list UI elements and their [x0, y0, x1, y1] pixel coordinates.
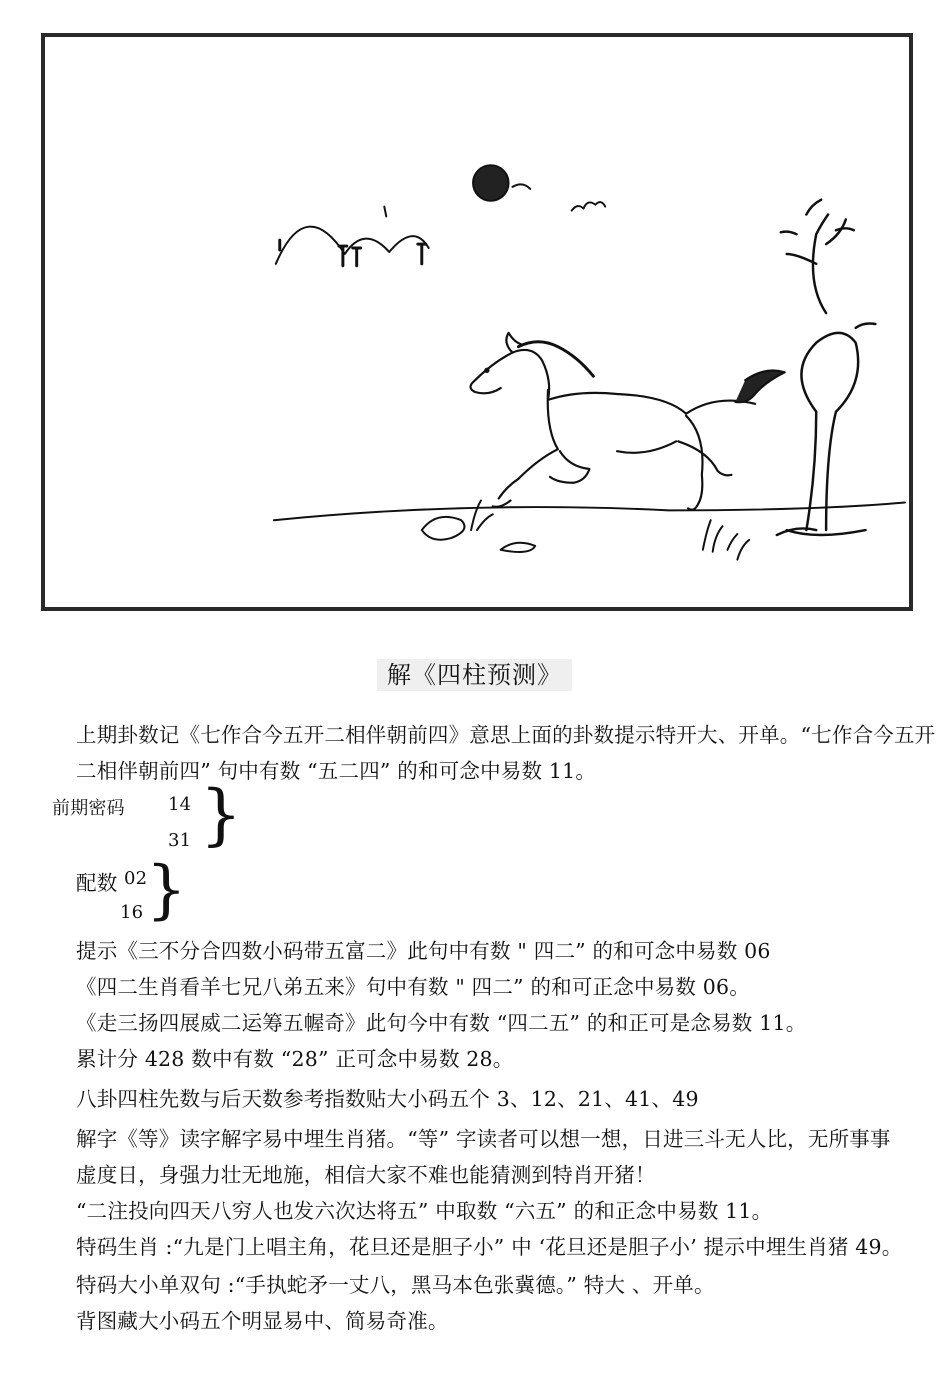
- paragraph-line: 上期卦数记《七作合今五开二相伴朝前四》意思上面的卦数提示特开大、开单。“七作合今五开: [76, 723, 936, 747]
- hint-line: 背图藏大小码五个明显易中、简易奇准。: [76, 1309, 449, 1333]
- previous-code-num1: 14: [168, 794, 192, 815]
- hint-line: 虚度日，身强力壮无地施，相信大家不难也能猜测到特肖开猪！: [76, 1163, 656, 1187]
- pair-number-2: 16: [120, 902, 144, 923]
- hint-line: 《四二生肖看羊七兄八弟五来》句中有数 " 四二” 的和可正念中易数 06。: [76, 975, 750, 999]
- hint-line: “二注投向四天八穷人也发六次达将五” 中取数 “六五” 的和正念中易数 11。: [76, 1199, 773, 1223]
- horse-landscape-illustration: [45, 37, 909, 607]
- hint-line: 特码生肖 :“九是门上唱主角，花旦还是胆子小” 中 ‘花旦还是胆子小’ 提示中埋生肖猪 49。: [76, 1235, 903, 1259]
- hills: [276, 227, 429, 264]
- hint-line: 特码大小单双句 :“手执蛇矛一丈八，黑马本色张冀德。” 特大 、开单。: [76, 1273, 715, 1297]
- sun-icon: [473, 165, 509, 201]
- brace-icon: }: [146, 853, 187, 927]
- hint-line: 累计分 428 数中有数 “28” 正可念中易数 28。: [76, 1047, 514, 1071]
- hint-line: 提示《三不分合四数小码带五富二》此句中有数 " 四二” 的和可念中易数 06: [76, 939, 771, 963]
- hint-line: 八卦四柱先数与后天数参考指数贴大小码五个 3、12、21、41、49: [76, 1087, 699, 1111]
- pair-number-1: 02: [124, 868, 148, 889]
- pair-numbers-label: 配数: [76, 871, 118, 895]
- previous-code-num2: 31: [168, 830, 192, 851]
- section-title: [0, 655, 949, 690]
- hint-line: 解字《等》读字解字易中埋生肖猪。“等” 字读者可以想一想，日进三斗无人比，无所事事: [76, 1127, 891, 1151]
- section-title-text: 解《四柱预测》: [377, 659, 572, 691]
- tree: [777, 200, 876, 535]
- hint-line: 《走三扬四展威二运筹五幄奇》此句今中有数 “四二五” 的和正可是念易数 11。: [76, 1011, 807, 1035]
- previous-code-label: 前期密码: [52, 798, 125, 819]
- galloping-horse: [471, 333, 785, 510]
- illustration-frame: [41, 33, 913, 611]
- brace-icon: }: [200, 776, 242, 853]
- paragraph-line: 二相伴朝前四” 句中有数 “五二四” 的和可念中易数 11。: [76, 759, 597, 783]
